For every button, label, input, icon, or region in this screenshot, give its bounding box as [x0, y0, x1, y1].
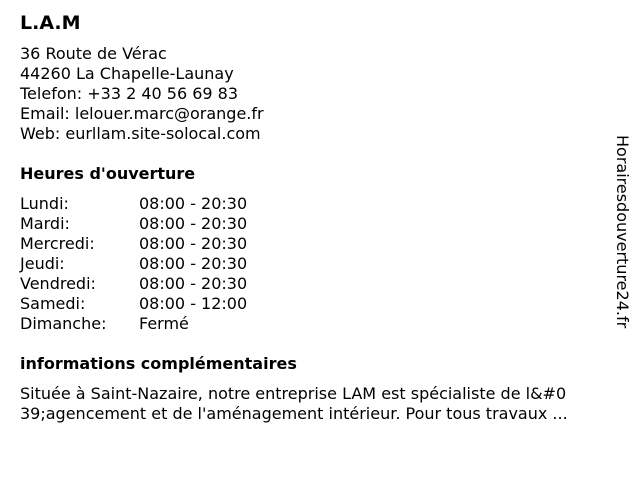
time-value: 08:00 - 20:30 [139, 274, 248, 293]
business-name: L.A.M [20, 12, 81, 34]
day-label: Mardi: [20, 214, 70, 233]
hours-row-sunday [20, 314, 280, 334]
hours-row-monday [20, 194, 280, 214]
opening-hours-heading: Heures d'ouverture [20, 164, 196, 183]
time-value: Fermé [139, 314, 189, 333]
hours-row-wednesday [20, 234, 280, 254]
day-label: Jeudi: [20, 254, 65, 273]
info-line: Située à Saint-Nazaire, notre entreprise LAM est spécialiste de l&#0 [20, 384, 567, 403]
day-label: Dimanche: [20, 314, 107, 333]
site-watermark: Horairesdouverture24.fr [613, 135, 632, 329]
day-label: Samedi: [20, 294, 86, 313]
time-value: 08:00 - 20:30 [139, 254, 248, 273]
hours-row-tuesday [20, 214, 280, 234]
additional-info-heading: informations complémentaires [20, 354, 297, 373]
time-value: 08:00 - 20:30 [139, 194, 248, 213]
additional-info-text [20, 384, 620, 424]
email-address: Email: lelouer.marc@orange.fr [20, 104, 264, 123]
hours-row-friday [20, 274, 280, 294]
city-postcode: 44260 La Chapelle-Launay [20, 64, 234, 83]
info-line: 39;agencement et de l'aménagement intérieur. Pour tous travaux ... [20, 404, 568, 423]
street-address: 36 Route de Vérac [20, 44, 167, 63]
day-label: Lundi: [20, 194, 69, 213]
contact-block [20, 44, 264, 144]
day-label: Mercredi: [20, 234, 95, 253]
phone-number: Telefon: +33 2 40 56 69 83 [20, 84, 239, 103]
day-label: Vendredi: [20, 274, 96, 293]
time-value: 08:00 - 12:00 [139, 294, 248, 313]
hours-row-thursday [20, 254, 280, 274]
hours-row-saturday [20, 294, 280, 314]
time-value: 08:00 - 20:30 [139, 234, 248, 253]
time-value: 08:00 - 20:30 [139, 214, 248, 233]
opening-hours-table [20, 194, 280, 334]
website: Web: eurllam.site-solocal.com [20, 124, 261, 143]
